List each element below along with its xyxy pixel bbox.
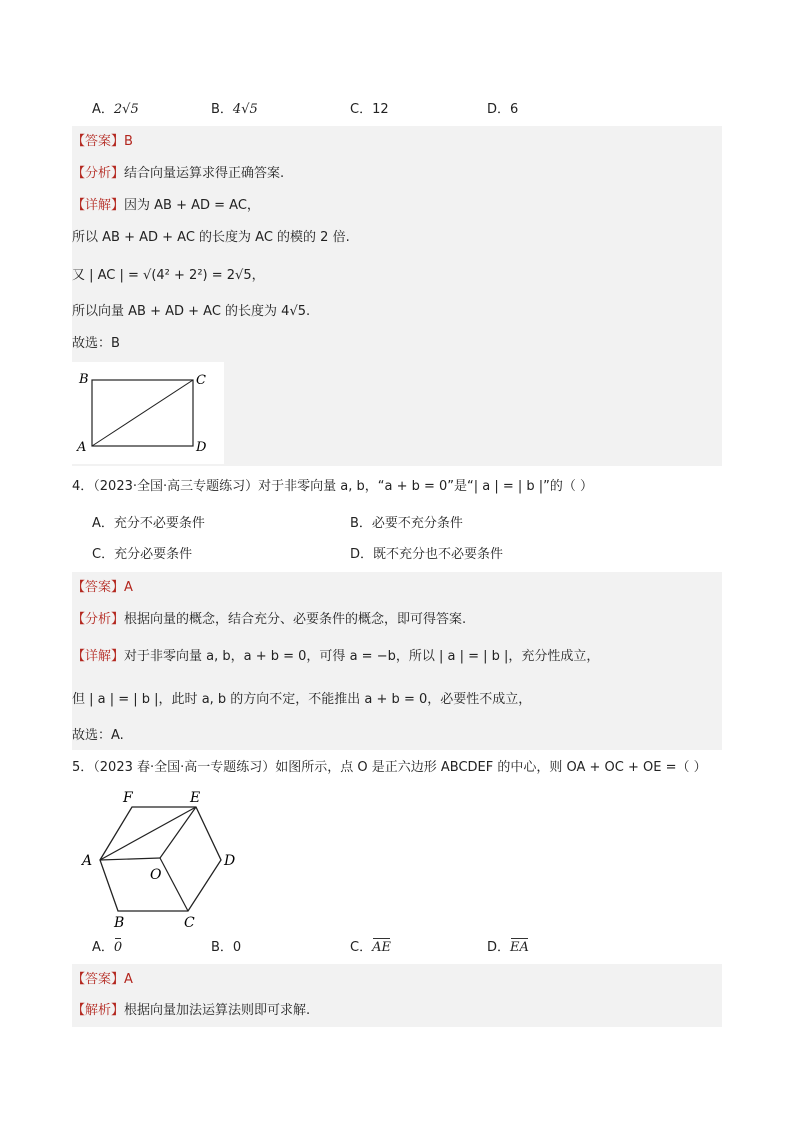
analysis-tag: 【分析】 [72,166,125,181]
q4-answer [72,578,133,598]
q5-option-d [487,938,529,958]
q5-option-b [211,938,241,958]
analysis-text: 根据向量的概念，结合充分、必要条件的概念，即可得答案. [124,612,467,627]
option-label: C． [350,102,373,117]
option-label: A． [92,102,114,117]
detail-text: 但 | a | = | b |，此时 a, b 的方向不定，不能推出 a + b = 0，必要性不成立， [72,692,532,707]
q3-choice [72,334,120,354]
q3-detail-line-4 [72,302,310,322]
detail-text: 因为 AB + AD = AC， [124,198,260,213]
q4-option-c [92,545,192,565]
option-label: A． [92,516,114,531]
option-value: AE [372,938,391,958]
q4-option-d [350,545,503,565]
choice-text: 故选：A. [72,728,124,743]
hexagon-figure [76,784,246,934]
point-label-b: B [79,372,89,387]
answer-tag: 【答案】 [72,580,125,595]
detail-tag: 【详解】 [72,198,125,213]
detail-text: 又 | AC | = √(4² + 2²) = 2√5， [72,268,265,283]
option-value: 2√5 [113,102,139,117]
analysis-tag: 【解析】 [72,1003,125,1018]
q5-analysis [72,1001,310,1021]
detail-text: 所以 AB + AD + AC 的长度为 AC 的模的 2 倍. [72,230,350,245]
q5-option-c [350,938,391,958]
option-label: A． [92,940,114,955]
option-label: B． [350,516,372,531]
point-label-a: A [82,853,93,869]
option-label: D． [350,547,374,562]
option-label: B． [211,102,233,117]
analysis-text: 根据向量加法运算法则即可求解. [124,1003,311,1018]
q3-option-c [350,100,389,120]
question-stem: 5．（2023 春·全国·高一专题练习）如图所示，点 O 是正六边形 ABCDEF 的中心，则 OA + OC + OE =（ ） [72,760,707,775]
answer-value: A [124,580,133,595]
q5-answer [72,970,133,990]
answer-value: B [124,134,133,149]
q4-choice [72,726,124,746]
option-text: 充分不必要条件 [113,516,205,531]
q3-option-a [92,100,139,120]
option-value: 0 [114,938,122,958]
answer-tag: 【答案】 [72,972,125,987]
option-text: 既不充分也不必要条件 [373,547,504,562]
q3-option-b [211,100,258,120]
option-label: B． [211,940,233,955]
q4-option-a [92,514,205,534]
option-value: 6 [510,102,519,117]
q4-analysis [72,610,466,630]
point-label-o: O [150,867,162,883]
option-value: 4√5 [232,102,258,117]
point-label-c: C [184,915,195,931]
answer-tag: 【答案】 [72,134,125,149]
detail-text: 对于非零向量 a, b，a + b = 0，可得 a = −b，所以 | a | = | b |，充分性成立， [124,649,600,664]
choice-text: 故选：B [72,336,120,351]
option-label: D． [487,940,511,955]
point-label-d: D [224,853,236,869]
option-label: C． [92,547,115,562]
option-value: 0 [232,940,242,955]
point-label-d: D [196,440,207,455]
q5-stem [72,758,707,778]
option-label: D． [487,102,511,117]
q5-option-a [92,938,122,958]
q4-option-b [350,514,463,534]
option-label: C． [350,940,373,955]
analysis-tag: 【分析】 [72,612,125,627]
analysis-text: 结合向量运算求得正确答案. [124,166,285,181]
question-stem: 4．（2023·全国·高三专题练习）对于非零向量 a, b，“a + b = 0”是“| a | = | b |”的（ ） [72,479,594,494]
q4-detail-line-1 [72,647,599,667]
q4-detail-line-2 [72,690,531,710]
rectangle-figure [72,362,224,464]
point-label-e: E [190,790,201,806]
option-value: EA [510,938,529,958]
detail-text: 所以向量 AB + AD + AC 的长度为 4√5. [72,304,311,319]
q3-detail-line-3 [72,266,265,286]
detail-tag: 【详解】 [72,649,125,664]
q4-stem [72,477,593,497]
q3-answer [72,132,133,152]
q3-detail-line-2 [72,228,350,248]
q3-detail-line-1 [72,196,260,216]
option-text: 充分必要条件 [114,547,193,562]
q3-analysis [72,164,284,184]
point-label-f: F [123,790,133,806]
q3-option-d [487,100,518,120]
option-value: 12 [372,102,389,117]
point-label-c: C [196,373,206,388]
point-label-b: B [114,915,125,931]
option-text: 必要不充分条件 [371,516,463,531]
point-label-a: A [77,440,87,455]
answer-value: A [124,972,133,987]
